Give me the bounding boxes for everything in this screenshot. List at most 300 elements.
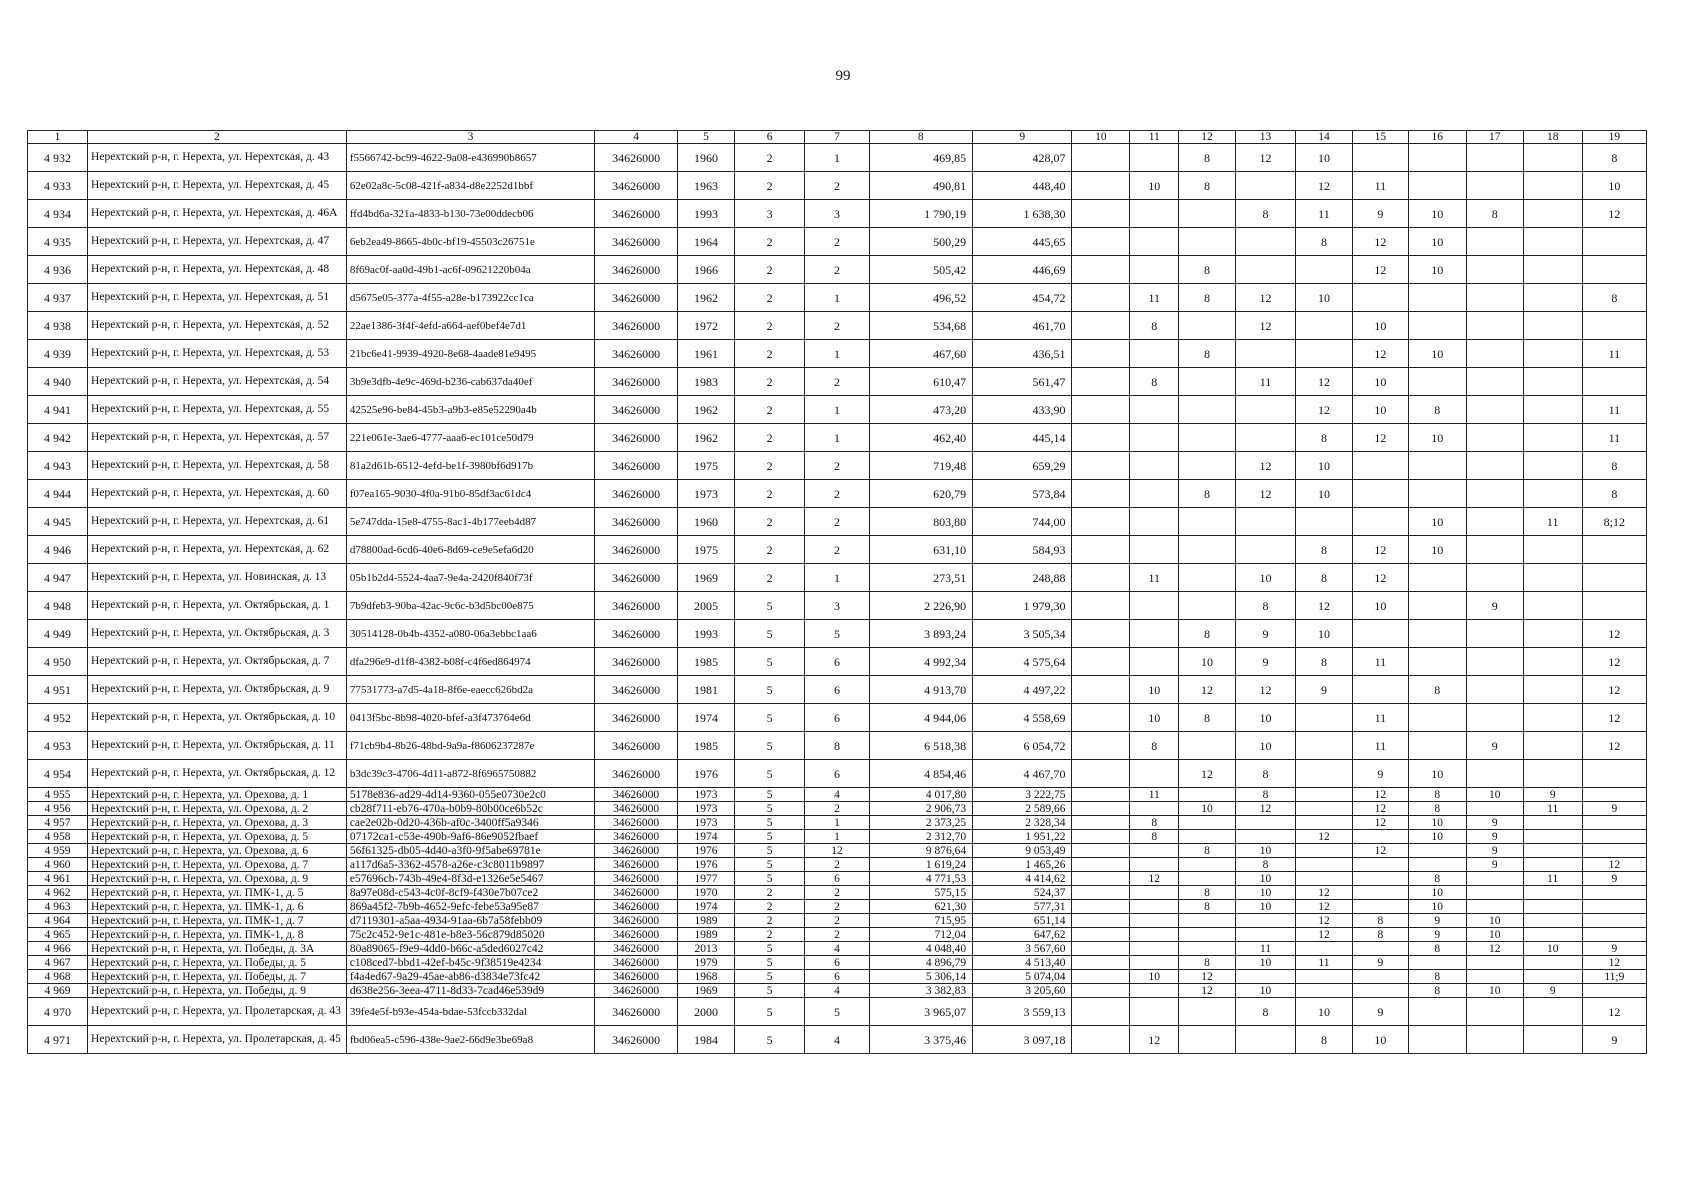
col-11-cell: 10: [1130, 676, 1179, 704]
col-17-cell: [1466, 760, 1523, 788]
oktmo-code-cell: 34626000: [595, 816, 678, 830]
col-18-cell: [1523, 676, 1582, 704]
floors-cell: 5: [734, 872, 804, 886]
entrances-cell: 2: [805, 858, 869, 872]
build-year-cell: 1985: [678, 732, 735, 760]
living-area-cell: 4 558,69: [973, 704, 1072, 732]
col-17-cell: [1466, 340, 1523, 368]
row-number-cell: 4 938: [28, 312, 88, 340]
address-cell: Нерехтский р-н, г. Нерехта, ул. Нерехтская, д. 43: [88, 144, 347, 172]
col-15-cell: [1352, 676, 1408, 704]
col-10-cell: [1072, 872, 1130, 886]
col-13-cell: 12: [1235, 802, 1295, 816]
total-area-cell: 5 306,14: [869, 970, 973, 984]
living-area-cell: 9 053,49: [973, 844, 1072, 858]
col-11-cell: [1130, 508, 1179, 536]
col-15-cell: [1352, 480, 1408, 508]
address-cell: Нерехтский р-н, г. Нерехта, ул. Нерехтская, д. 51: [88, 284, 347, 312]
col-17-cell: 9: [1466, 816, 1523, 830]
col-17-cell: [1466, 536, 1523, 564]
table-row: [28, 816, 1647, 830]
table-row: [28, 396, 1647, 424]
col-12-cell: [1179, 228, 1236, 256]
total-area-cell: 534,68: [869, 312, 973, 340]
total-area-cell: 631,10: [869, 536, 973, 564]
entrances-cell: 1: [805, 424, 869, 452]
build-year-cell: 1989: [678, 928, 735, 942]
col-18-cell: [1523, 620, 1582, 648]
oktmo-code-cell: 34626000: [595, 970, 678, 984]
living-area-cell: 577,31: [973, 900, 1072, 914]
col-19-cell: 12: [1582, 704, 1646, 732]
table-row: [28, 760, 1647, 788]
col-15-cell: 9: [1352, 956, 1408, 970]
floors-cell: 2: [734, 284, 804, 312]
row-number-cell: 4 941: [28, 396, 88, 424]
col-10-cell: [1072, 312, 1130, 340]
build-year-cell: 1962: [678, 396, 735, 424]
house-guid-cell: c108ced7-bbd1-42ef-b45c-9f38519e4234: [346, 956, 594, 970]
col-15-cell: 11: [1352, 648, 1408, 676]
col-15-cell: 12: [1352, 802, 1408, 816]
col-13-cell: 10: [1235, 900, 1295, 914]
living-area-cell: 6 054,72: [973, 732, 1072, 760]
col-14-cell: [1296, 970, 1353, 984]
entrances-cell: 3: [805, 592, 869, 620]
living-area-cell: 445,65: [973, 228, 1072, 256]
total-area-cell: 4 944,06: [869, 704, 973, 732]
col-19-cell: 8: [1582, 452, 1646, 480]
col-19-cell: 12: [1582, 956, 1646, 970]
living-area-cell: 524,37: [973, 886, 1072, 900]
col-12-cell: 8: [1179, 256, 1236, 284]
build-year-cell: 1966: [678, 256, 735, 284]
build-year-cell: 1976: [678, 858, 735, 872]
living-area-cell: 4 575,64: [973, 648, 1072, 676]
oktmo-code-cell: 34626000: [595, 900, 678, 914]
table-row: [28, 480, 1647, 508]
col-13-cell: [1235, 1026, 1295, 1054]
col-18-cell: [1523, 592, 1582, 620]
col-13-cell: 11: [1235, 942, 1295, 956]
col-18-cell: [1523, 900, 1582, 914]
table-row: [28, 256, 1647, 284]
column-header-2: 2: [88, 131, 347, 144]
row-number-cell: 4 969: [28, 984, 88, 998]
entrances-cell: 2: [805, 928, 869, 942]
col-13-cell: [1235, 340, 1295, 368]
oktmo-code-cell: 34626000: [595, 228, 678, 256]
col-14-cell: [1296, 732, 1353, 760]
col-18-cell: [1523, 830, 1582, 844]
house-guid-cell: d638e256-3eea-4711-8d33-7cad46e539d9: [346, 984, 594, 998]
col-16-cell: 8: [1408, 872, 1466, 886]
col-11-cell: 10: [1130, 704, 1179, 732]
build-year-cell: 1989: [678, 914, 735, 928]
table-row: [28, 172, 1647, 200]
floors-cell: 5: [734, 970, 804, 984]
col-14-cell: 12: [1296, 368, 1353, 396]
floors-cell: 2: [734, 886, 804, 900]
col-15-cell: 12: [1352, 788, 1408, 802]
living-area-cell: 744,00: [973, 508, 1072, 536]
col-17-cell: [1466, 620, 1523, 648]
col-15-cell: 10: [1352, 312, 1408, 340]
total-area-cell: 3 893,24: [869, 620, 973, 648]
address-cell: Нерехтский р-н, г. Нерехта, ул. Нерехтская, д. 57: [88, 424, 347, 452]
entrances-cell: 1: [805, 144, 869, 172]
oktmo-code-cell: 34626000: [595, 200, 678, 228]
living-area-cell: 3 505,34: [973, 620, 1072, 648]
col-19-cell: [1582, 536, 1646, 564]
address-cell: Нерехтский р-н, г. Нерехта, ул. Нерехтская, д. 61: [88, 508, 347, 536]
col-12-cell: 8: [1179, 704, 1236, 732]
col-19-cell: 8: [1582, 284, 1646, 312]
col-16-cell: 10: [1408, 228, 1466, 256]
col-16-cell: [1408, 844, 1466, 858]
col-12-cell: 12: [1179, 676, 1236, 704]
row-number-cell: 4 960: [28, 858, 88, 872]
col-17-cell: [1466, 704, 1523, 732]
col-17-cell: [1466, 228, 1523, 256]
total-area-cell: 4 992,34: [869, 648, 973, 676]
col-18-cell: [1523, 970, 1582, 984]
col-10-cell: [1072, 984, 1130, 998]
house-guid-cell: b3dc39c3-4706-4d11-a872-8f6965750882: [346, 760, 594, 788]
floors-cell: 2: [734, 508, 804, 536]
col-19-cell: 8;12: [1582, 508, 1646, 536]
table-row: [28, 368, 1647, 396]
col-11-cell: [1130, 144, 1179, 172]
col-15-cell: [1352, 452, 1408, 480]
col-11-cell: [1130, 956, 1179, 970]
oktmo-code-cell: 34626000: [595, 368, 678, 396]
floors-cell: 2: [734, 368, 804, 396]
col-12-cell: [1179, 816, 1236, 830]
col-16-cell: 8: [1408, 676, 1466, 704]
address-cell: Нерехтский р-н, г. Нерехта, ул. Орехова, д. 1: [88, 788, 347, 802]
address-cell: Нерехтский р-н, г. Нерехта, ул. ПМК-1, д. 8: [88, 928, 347, 942]
floors-cell: 5: [734, 942, 804, 956]
house-guid-cell: dfa296e9-d1f8-4382-b08f-c4f6ed864974: [346, 648, 594, 676]
entrances-cell: 3: [805, 200, 869, 228]
col-19-cell: 9: [1582, 872, 1646, 886]
col-19-cell: [1582, 592, 1646, 620]
col-18-cell: [1523, 732, 1582, 760]
col-17-cell: 9: [1466, 830, 1523, 844]
col-19-cell: 12: [1582, 676, 1646, 704]
col-16-cell: [1408, 312, 1466, 340]
build-year-cell: 1973: [678, 480, 735, 508]
floors-cell: 5: [734, 788, 804, 802]
oktmo-code-cell: 34626000: [595, 886, 678, 900]
table-row: [28, 858, 1647, 872]
col-13-cell: [1235, 928, 1295, 942]
total-area-cell: 4 017,80: [869, 788, 973, 802]
col-16-cell: [1408, 564, 1466, 592]
house-guid-cell: f07ea165-9030-4f0a-91b0-85df3ac61dc4: [346, 480, 594, 508]
oktmo-code-cell: 34626000: [595, 676, 678, 704]
col-13-cell: 10: [1235, 984, 1295, 998]
house-guid-cell: 75c2c452-9e1c-481e-b8e3-56c879d85020: [346, 928, 594, 942]
table-row: [28, 340, 1647, 368]
floors-cell: 2: [734, 900, 804, 914]
floors-cell: 2: [734, 144, 804, 172]
col-11-cell: [1130, 760, 1179, 788]
table-row: [28, 970, 1647, 984]
house-guid-cell: 8f69ac0f-aa0d-49b1-ac6f-09621220b04a: [346, 256, 594, 284]
col-10-cell: [1072, 858, 1130, 872]
address-cell: Нерехтский р-н, г. Нерехта, ул. Октябрьская, д. 11: [88, 732, 347, 760]
col-15-cell: 11: [1352, 732, 1408, 760]
build-year-cell: 1960: [678, 144, 735, 172]
oktmo-code-cell: 34626000: [595, 998, 678, 1026]
col-11-cell: 8: [1130, 368, 1179, 396]
address-cell: Нерехтский р-н, г. Нерехта, ул. Нерехтская, д. 62: [88, 536, 347, 564]
col-15-cell: [1352, 144, 1408, 172]
col-16-cell: 8: [1408, 970, 1466, 984]
col-12-cell: 12: [1179, 760, 1236, 788]
living-area-cell: 3 567,60: [973, 942, 1072, 956]
col-12-cell: 10: [1179, 802, 1236, 816]
oktmo-code-cell: 34626000: [595, 872, 678, 886]
table-row: [28, 830, 1647, 844]
table-row: [28, 886, 1647, 900]
col-11-cell: [1130, 396, 1179, 424]
row-number-cell: 4 934: [28, 200, 88, 228]
living-area-cell: 1 638,30: [973, 200, 1072, 228]
oktmo-code-cell: 34626000: [595, 760, 678, 788]
house-guid-cell: 8a97e08d-c543-4c0f-8cf9-f430e7b07ce2: [346, 886, 594, 900]
row-number-cell: 4 935: [28, 228, 88, 256]
col-16-cell: 10: [1408, 200, 1466, 228]
row-number-cell: 4 947: [28, 564, 88, 592]
col-11-cell: [1130, 536, 1179, 564]
entrances-cell: 1: [805, 816, 869, 830]
entrances-cell: 2: [805, 368, 869, 396]
col-13-cell: [1235, 424, 1295, 452]
row-number-cell: 4 953: [28, 732, 88, 760]
address-cell: Нерехтский р-н, г. Нерехта, ул. Октябрьская, д. 3: [88, 620, 347, 648]
total-area-cell: 6 518,38: [869, 732, 973, 760]
col-15-cell: 8: [1352, 928, 1408, 942]
living-area-cell: 433,90: [973, 396, 1072, 424]
total-area-cell: 467,60: [869, 340, 973, 368]
address-cell: Нерехтский р-н, г. Нерехта, ул. Победы, д. 7: [88, 970, 347, 984]
house-guid-cell: e57696cb-743b-49e4-8f3d-e1326e5e5467: [346, 872, 594, 886]
col-12-cell: [1179, 564, 1236, 592]
col-14-cell: 12: [1296, 172, 1353, 200]
col-17-cell: 8: [1466, 200, 1523, 228]
col-14-cell: [1296, 760, 1353, 788]
column-header-5: 5: [678, 131, 735, 144]
oktmo-code-cell: 34626000: [595, 942, 678, 956]
col-18-cell: [1523, 816, 1582, 830]
col-15-cell: [1352, 970, 1408, 984]
living-area-cell: 584,93: [973, 536, 1072, 564]
col-14-cell: 11: [1296, 956, 1353, 970]
living-area-cell: 1 951,22: [973, 830, 1072, 844]
entrances-cell: 1: [805, 284, 869, 312]
total-area-cell: 2 373,25: [869, 816, 973, 830]
col-11-cell: [1130, 620, 1179, 648]
col-14-cell: [1296, 788, 1353, 802]
col-10-cell: [1072, 1026, 1130, 1054]
col-16-cell: 8: [1408, 802, 1466, 816]
col-17-cell: [1466, 648, 1523, 676]
col-19-cell: 11;9: [1582, 970, 1646, 984]
oktmo-code-cell: 34626000: [595, 830, 678, 844]
col-10-cell: [1072, 998, 1130, 1026]
table-row: [28, 620, 1647, 648]
living-area-cell: 2 328,34: [973, 816, 1072, 830]
oktmo-code-cell: 34626000: [595, 480, 678, 508]
col-16-cell: 10: [1408, 816, 1466, 830]
col-11-cell: 11: [1130, 788, 1179, 802]
entrances-cell: 2: [805, 256, 869, 284]
col-11-cell: 11: [1130, 284, 1179, 312]
address-cell: Нерехтский р-н, г. Нерехта, ул. Победы, д. 3А: [88, 942, 347, 956]
oktmo-code-cell: 34626000: [595, 620, 678, 648]
col-12-cell: [1179, 452, 1236, 480]
col-14-cell: [1296, 858, 1353, 872]
col-18-cell: [1523, 144, 1582, 172]
col-11-cell: 11: [1130, 564, 1179, 592]
table-row: [28, 676, 1647, 704]
total-area-cell: 462,40: [869, 424, 973, 452]
build-year-cell: 1974: [678, 830, 735, 844]
col-16-cell: [1408, 592, 1466, 620]
total-area-cell: 3 375,46: [869, 1026, 973, 1054]
floors-cell: 2: [734, 914, 804, 928]
address-cell: Нерехтский р-н, г. Нерехта, ул. Октябрьская, д. 10: [88, 704, 347, 732]
col-15-cell: [1352, 284, 1408, 312]
col-13-cell: 12: [1235, 144, 1295, 172]
col-17-cell: [1466, 872, 1523, 886]
col-14-cell: 12: [1296, 928, 1353, 942]
col-17-cell: 12: [1466, 942, 1523, 956]
col-16-cell: 8: [1408, 396, 1466, 424]
total-area-cell: 575,15: [869, 886, 973, 900]
total-area-cell: 2 906,73: [869, 802, 973, 816]
col-19-cell: 12: [1582, 620, 1646, 648]
col-11-cell: [1130, 984, 1179, 998]
col-10-cell: [1072, 592, 1130, 620]
col-16-cell: [1408, 858, 1466, 872]
col-13-cell: 11: [1235, 368, 1295, 396]
total-area-cell: 1 790,19: [869, 200, 973, 228]
address-cell: Нерехтский р-н, г. Нерехта, ул. Нерехтская, д. 55: [88, 396, 347, 424]
col-15-cell: 12: [1352, 256, 1408, 284]
entrances-cell: 2: [805, 508, 869, 536]
col-13-cell: 8: [1235, 760, 1295, 788]
col-14-cell: 12: [1296, 396, 1353, 424]
col-17-cell: [1466, 144, 1523, 172]
entrances-cell: 4: [805, 788, 869, 802]
col-17-cell: 9: [1466, 844, 1523, 858]
build-year-cell: 1973: [678, 816, 735, 830]
col-15-cell: [1352, 872, 1408, 886]
col-10-cell: [1072, 284, 1130, 312]
col-17-cell: [1466, 508, 1523, 536]
col-18-cell: [1523, 1026, 1582, 1054]
floors-cell: 3: [734, 200, 804, 228]
col-17-cell: [1466, 368, 1523, 396]
living-area-cell: 4 513,40: [973, 956, 1072, 970]
col-10-cell: [1072, 452, 1130, 480]
col-18-cell: 11: [1523, 802, 1582, 816]
build-year-cell: 1969: [678, 984, 735, 998]
address-cell: Нерехтский р-н, г. Нерехта, ул. ПМК-1, д. 6: [88, 900, 347, 914]
entrances-cell: 2: [805, 536, 869, 564]
col-18-cell: [1523, 648, 1582, 676]
floors-cell: 5: [734, 858, 804, 872]
row-number-cell: 4 950: [28, 648, 88, 676]
house-guid-cell: fbd06ea5-c596-438e-9ae2-66d9e3be69a8: [346, 1026, 594, 1054]
total-area-cell: 715,95: [869, 914, 973, 928]
col-18-cell: [1523, 858, 1582, 872]
build-year-cell: 1975: [678, 452, 735, 480]
col-18-cell: [1523, 928, 1582, 942]
floors-cell: 5: [734, 592, 804, 620]
col-12-cell: [1179, 536, 1236, 564]
entrances-cell: 2: [805, 312, 869, 340]
oktmo-code-cell: 34626000: [595, 284, 678, 312]
house-guid-cell: 80a89065-f9e9-4dd0-b66c-a5ded6027c42: [346, 942, 594, 956]
col-15-cell: 12: [1352, 564, 1408, 592]
entrances-cell: 2: [805, 914, 869, 928]
col-12-cell: [1179, 788, 1236, 802]
col-15-cell: [1352, 900, 1408, 914]
floors-cell: 5: [734, 956, 804, 970]
living-area-cell: 454,72: [973, 284, 1072, 312]
house-guid-cell: d78800ad-6cd6-40e6-8d69-ce9e5efa6d20: [346, 536, 594, 564]
house-guid-cell: d5675e05-377a-4f55-a28e-b173922cc1ca: [346, 284, 594, 312]
column-header-17: 17: [1466, 131, 1523, 144]
table-row: [28, 928, 1647, 942]
col-12-cell: [1179, 858, 1236, 872]
col-14-cell: 9: [1296, 676, 1353, 704]
living-area-cell: 248,88: [973, 564, 1072, 592]
col-19-cell: 12: [1582, 858, 1646, 872]
col-15-cell: [1352, 620, 1408, 648]
house-guid-cell: 56f61325-db05-4d40-a3f0-9f5abe69781e: [346, 844, 594, 858]
col-14-cell: 12: [1296, 592, 1353, 620]
col-13-cell: [1235, 172, 1295, 200]
total-area-cell: 4 854,46: [869, 760, 973, 788]
row-number-cell: 4 949: [28, 620, 88, 648]
col-19-cell: [1582, 256, 1646, 284]
row-number-cell: 4 951: [28, 676, 88, 704]
address-cell: Нерехтский р-н, г. Нерехта, ул. Пролетарская, д. 43: [88, 998, 347, 1026]
build-year-cell: 1974: [678, 704, 735, 732]
entrances-cell: 2: [805, 886, 869, 900]
col-12-cell: 8: [1179, 844, 1236, 858]
oktmo-code-cell: 34626000: [595, 312, 678, 340]
col-11-cell: [1130, 648, 1179, 676]
total-area-cell: 490,81: [869, 172, 973, 200]
col-10-cell: [1072, 368, 1130, 396]
col-13-cell: [1235, 228, 1295, 256]
entrances-cell: 6: [805, 704, 869, 732]
floors-cell: 5: [734, 844, 804, 858]
col-18-cell: 9: [1523, 984, 1582, 998]
col-18-cell: [1523, 452, 1582, 480]
table-row: [28, 942, 1647, 956]
living-area-cell: 561,47: [973, 368, 1072, 396]
col-14-cell: 8: [1296, 1026, 1353, 1054]
living-area-cell: 4 414,62: [973, 872, 1072, 886]
